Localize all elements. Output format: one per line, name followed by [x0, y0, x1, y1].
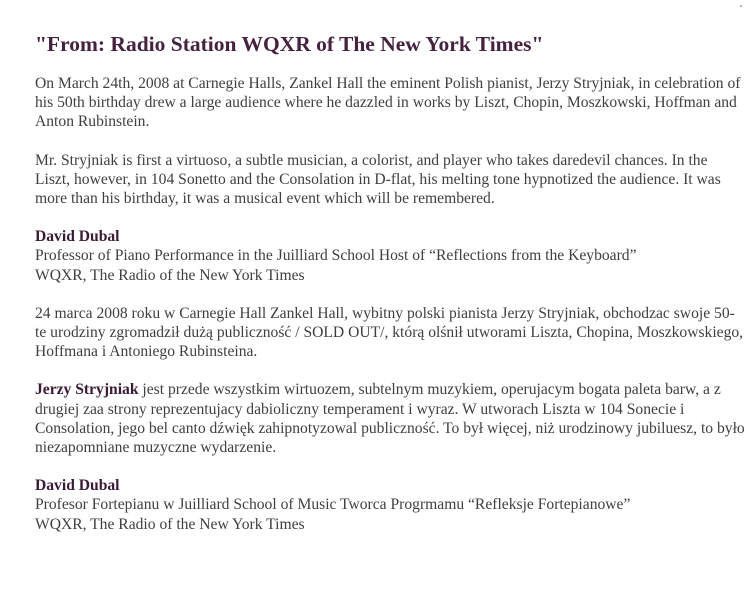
- paragraph-english-review: Mr. Stryjniak is first a virtuoso, a subtle musician, a colorist, and player who takes daredevil chances. In the Liszt, however, in 104 Sonetto and the Consolation in D-flat, his melting tone hypnotized the audience. It was more than his birthday, it was a musical event which will be remembered.: [35, 151, 721, 208]
- paragraph-polish-event: 24 marca 2008 roku w Carnegie Hall Zankel Hall, wybitny polski pianista Jerzy Stryjniak, obchodzac swoje 50-te urodziny zgromadził dużą publiczność / SOLD OUT/, którą olśnił utworami Liszta, Chopina, Moszkowskiego, Hoffmana i Antoniego Rubinsteina.: [35, 304, 744, 361]
- signature-name: David Dubal: [35, 228, 120, 246]
- paragraph-english-event: On March 24th, 2008 at Carnegie Halls, Zankel Hall the eminent Polish pianist, Jerzy Stryjniak, in celebration of his 50th birthday drew a large audience where he dazzled in works by Liszt, Chopin, Moszkowski, Hoffman and Anton Rubinstein.: [35, 75, 741, 131]
- paragraph-polish-review: [35, 380, 745, 457]
- signature-title: Profesor Fortepianu w Juilliard School of Music Tworca Progrmamu “Refleksje Fortepianowe”: [35, 496, 631, 514]
- scroll-marker: [740, 5, 742, 7]
- signature-english: [35, 227, 745, 285]
- paragraph-polish-review-text: jest przede wszystkim wirtuozem, subtelnym muzykiem, operujacym bogata paleta barw, a z drugiej zaa strony reprezentujacy dabioliczny temperament i wyraz. W utworach Liszta w 104 Sonecie i Consolation, jego bel canto dźwięk zahipnotyzowal publiczność. To był więcej, niż urodzinowy jubiluesz, to było niezapomniane muzyczne wydarzenie.: [35, 381, 745, 457]
- article: [35, 31, 745, 553]
- page-title: "From: Radio Station WQXR of The New York Times": [35, 32, 544, 56]
- signature-title: Professor of Piano Performance in the Juilliard School Host of “Reflections from the Keyboard”: [35, 247, 637, 265]
- signature-name: David Dubal: [35, 477, 120, 495]
- signature-affiliation: WQXR, The Radio of the New York Times: [35, 266, 305, 284]
- pianist-name: Jerzy Stryjniak: [35, 381, 139, 399]
- signature-polish: [35, 476, 745, 534]
- signature-affiliation: WQXR, The Radio of the New York Times: [35, 515, 305, 533]
